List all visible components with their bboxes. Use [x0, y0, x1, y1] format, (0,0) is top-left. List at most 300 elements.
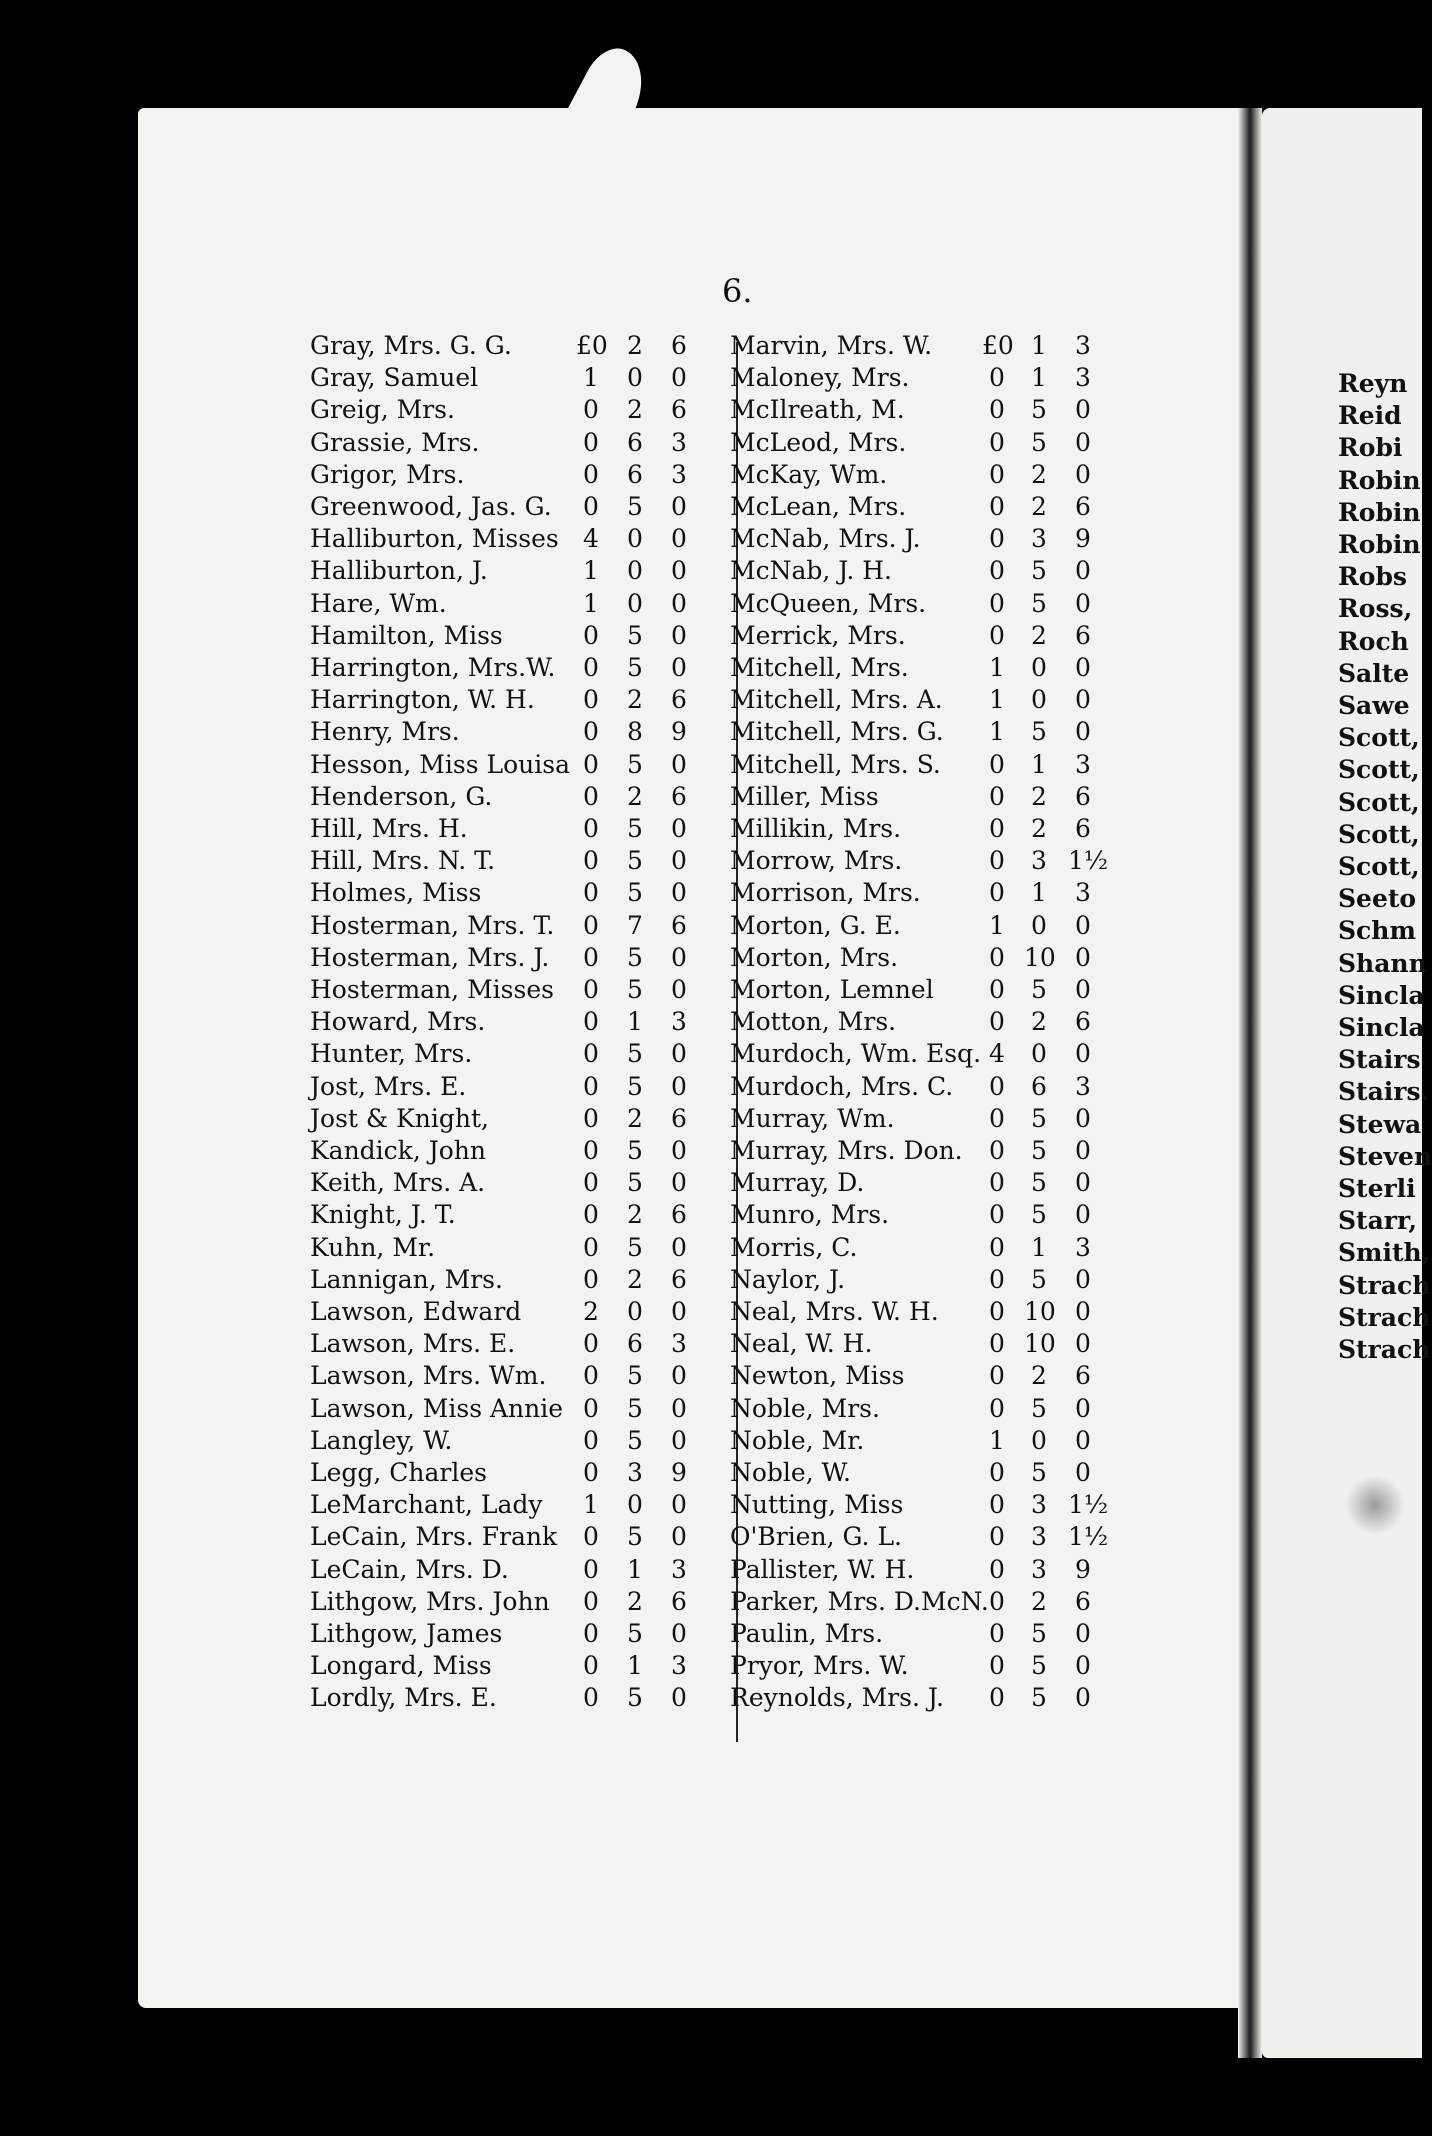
subscriber-row: [310, 1682, 704, 1714]
amount-shillings: 5: [627, 620, 643, 650]
amount-pounds: 0: [583, 1039, 599, 1069]
subscriber-name: Morrison, Mrs.: [730, 878, 921, 908]
amount-shillings: 2: [627, 685, 643, 715]
amount-pence: 0: [671, 1490, 687, 1520]
amount-pence: 0: [671, 749, 687, 779]
amount-shillings: 3: [1031, 1522, 1047, 1552]
subscriber-row: [730, 1360, 1108, 1392]
amount-pounds: 0: [583, 1651, 599, 1681]
amount-pounds: 4: [989, 1039, 1005, 1069]
amount-pounds: 0: [989, 1329, 1005, 1359]
amount-pence: 3: [671, 427, 687, 457]
amount-pence: 6: [1075, 620, 1091, 650]
amount-pounds: £0: [576, 331, 608, 360]
subscriber-name: McLeod, Mrs.: [730, 427, 907, 457]
subscriber-row: [310, 1618, 704, 1650]
subscriber-row: [730, 652, 1108, 684]
subscriber-row: [310, 1232, 704, 1264]
amount-pounds: 0: [989, 846, 1005, 876]
amount-shillings: 2: [627, 1200, 643, 1230]
amount-shillings: 5: [1031, 1103, 1047, 1133]
amount-shillings: 5: [627, 975, 643, 1004]
subscriber-name: Noble, W.: [730, 1458, 851, 1487]
amount-pence: 0: [671, 1393, 687, 1423]
amount-pounds: 0: [583, 1103, 599, 1133]
subscriber-name: Lordly, Mrs. E.: [310, 1683, 497, 1713]
subscriber-row: [310, 1264, 704, 1296]
subscriber-name: Gray, Mrs. G. G.: [310, 331, 512, 360]
subscriber-name: Jost, Mrs. E.: [310, 1071, 467, 1101]
amount-pounds: 0: [989, 524, 1005, 554]
amount-pence: 9: [1075, 1554, 1091, 1584]
amount-shillings: 5: [1031, 1393, 1047, 1423]
amount-shillings: 3: [627, 1458, 643, 1487]
amount-shillings: 3: [1031, 1554, 1047, 1584]
amount-pounds: 0: [989, 1297, 1005, 1326]
amount-pence: 0: [1075, 1103, 1091, 1133]
amount-pounds: 0: [989, 1071, 1005, 1101]
amount-pence: 0: [1075, 975, 1091, 1004]
subscriber-row: [310, 781, 704, 813]
amount-pence: 0: [1075, 942, 1091, 972]
subscriber-name: Halliburton, Misses: [310, 524, 559, 554]
amount-shillings: 1: [627, 1554, 643, 1584]
amount-pence: 0: [671, 1297, 687, 1326]
amount-pounds: 0: [583, 1683, 599, 1713]
amount-shillings: 5: [1031, 427, 1047, 457]
amount-pounds: 0: [989, 781, 1005, 811]
subscriber-row: [310, 749, 704, 781]
subscriber-name: McNab, Mrs. J.: [730, 524, 921, 554]
amount-shillings: 1: [627, 1007, 643, 1037]
subscriber-name: Mitchell, Mrs. A.: [730, 685, 943, 715]
subscriber-name: Harrington, W. H.: [310, 685, 535, 715]
amount-pounds: 0: [583, 1458, 599, 1487]
amount-pence: 0: [671, 1361, 687, 1391]
amount-pounds: 1: [989, 717, 1005, 747]
amount-pence: 0: [671, 1683, 687, 1713]
amount-pence: 0: [1075, 1200, 1091, 1230]
amount-shillings: 5: [627, 1425, 643, 1455]
amount-pence: 0: [1075, 459, 1091, 489]
amount-pence: 6: [671, 1264, 687, 1294]
subscriber-row: [310, 1586, 704, 1618]
next-page-stub: Reid: [1338, 401, 1402, 431]
subscriber-name: Lawson, Miss Annie: [310, 1393, 564, 1423]
subscriber-name: Lannigan, Mrs.: [310, 1264, 503, 1294]
subscriber-name: Murray, D.: [730, 1168, 865, 1198]
amount-shillings: 5: [1031, 1683, 1047, 1713]
next-page-stub: Reyn: [1338, 369, 1408, 398]
amount-pounds: 0: [583, 781, 599, 811]
subscriber-row: [730, 749, 1108, 781]
subscriber-name: Paulin, Mrs.: [730, 1619, 884, 1648]
next-page-stub: Scott,: [1338, 787, 1420, 817]
amount-pounds: 1: [989, 653, 1005, 682]
next-page-stub: Scott,: [1338, 723, 1420, 753]
amount-pence: 0: [1075, 588, 1091, 618]
amount-shillings: 5: [627, 1361, 643, 1391]
subscriber-name: Hesson, Miss Louisa: [310, 749, 570, 779]
subscriber-row: [310, 716, 704, 748]
amount-shillings: 5: [627, 1168, 643, 1198]
subscriber-row: [730, 1328, 1108, 1360]
subscriber-row: [730, 1586, 1108, 1618]
amount-pounds: 0: [583, 1393, 599, 1423]
amount-shillings: 5: [627, 1683, 643, 1713]
next-page-stub: Strach: [1338, 1302, 1431, 1332]
subscriber-name: Mitchell, Mrs.: [730, 653, 909, 682]
subscriber-name: Grassie, Mrs.: [310, 427, 480, 457]
amount-pounds: 0: [989, 1651, 1005, 1681]
amount-pounds: 0: [583, 1619, 599, 1648]
amount-pounds: 0: [583, 1425, 599, 1455]
subscriber-name: Murray, Mrs. Don.: [730, 1136, 963, 1165]
subscriber-name: Henderson, G.: [310, 781, 493, 811]
amount-shillings: 2: [627, 395, 643, 425]
page-gutter: [1238, 108, 1262, 2058]
subscriber-row: [310, 1554, 704, 1586]
amount-shillings: 7: [627, 910, 643, 940]
amount-pence: 6: [671, 1200, 687, 1230]
amount-pounds: 0: [989, 1458, 1005, 1487]
subscriber-row: [730, 362, 1108, 394]
subscriber-name: Noble, Mrs.: [730, 1393, 880, 1423]
subscriber-name: Hosterman, Mrs. J.: [310, 942, 550, 972]
amount-shillings: 2: [1031, 459, 1047, 489]
subscriber-row: [310, 1071, 704, 1103]
amount-pounds: 0: [989, 749, 1005, 779]
subscriber-row: [310, 1199, 704, 1231]
subscriber-row: [730, 877, 1108, 909]
amount-pounds: 0: [989, 588, 1005, 618]
next-page-stub: Sterli: [1338, 1174, 1416, 1203]
subscriber-row: [730, 1232, 1108, 1264]
amount-pounds: 2: [583, 1297, 599, 1326]
amount-pence: 0: [1075, 653, 1091, 682]
amount-pence: 3: [1075, 331, 1091, 360]
amount-pence: 3: [1075, 1071, 1091, 1101]
amount-pounds: 0: [989, 1264, 1005, 1294]
amount-shillings: 0: [627, 524, 643, 554]
amount-pounds: 0: [583, 1136, 599, 1165]
amount-pounds: 0: [583, 492, 599, 521]
amount-shillings: 5: [627, 1619, 643, 1648]
amount-pence: 0: [1075, 1458, 1091, 1487]
subscriber-name: Motton, Mrs.: [730, 1007, 897, 1037]
subscriber-name: Noble, Mr.: [730, 1425, 865, 1455]
amount-pounds: 0: [989, 620, 1005, 650]
amount-pence: 0: [1075, 910, 1091, 940]
amount-pence: 0: [671, 942, 687, 972]
subscriber-row: [310, 1296, 704, 1328]
amount-pence: 6: [671, 1586, 687, 1616]
amount-pounds: 0: [989, 492, 1005, 521]
amount-pounds: 0: [989, 1136, 1005, 1165]
next-page-stub: Sincla: [1338, 980, 1425, 1010]
amount-shillings: 5: [627, 814, 643, 843]
subscriber-row: [310, 620, 704, 652]
amount-shillings: 0: [1031, 653, 1047, 682]
amount-pounds: 0: [989, 1490, 1005, 1520]
amount-pounds: 0: [583, 459, 599, 489]
amount-shillings: 0: [1031, 910, 1047, 940]
amount-pence: 0: [1075, 395, 1091, 425]
amount-pounds: 0: [583, 975, 599, 1004]
amount-pounds: 0: [583, 1554, 599, 1584]
subscriber-row: [730, 1618, 1108, 1650]
amount-shillings: 5: [1031, 1651, 1047, 1681]
subscriber-row: [730, 588, 1108, 620]
amount-shillings: 0: [1031, 1425, 1047, 1455]
amount-shillings: 5: [1031, 1264, 1047, 1294]
subscriber-name: LeCain, Mrs. D.: [310, 1554, 509, 1584]
next-page-stub: Steven: [1338, 1141, 1432, 1171]
amount-shillings: 5: [1031, 556, 1047, 586]
amount-pence: 0: [671, 524, 687, 554]
next-page-stub: Strach: [1338, 1335, 1431, 1364]
amount-shillings: 5: [627, 1232, 643, 1262]
amount-pence: 9: [671, 1458, 687, 1487]
next-page-stub: Salte: [1338, 658, 1410, 688]
subscriber-name: LeMarchant, Lady: [310, 1490, 543, 1520]
subscriber-name: Mitchell, Mrs. G.: [730, 717, 944, 747]
amount-pence: 9: [671, 717, 687, 747]
subscriber-row: [310, 813, 704, 845]
amount-pence: 3: [671, 459, 687, 489]
amount-pounds: 0: [989, 363, 1005, 393]
amount-pounds: 0: [583, 395, 599, 425]
amount-pence: 0: [671, 814, 687, 843]
amount-shillings: 5: [627, 878, 643, 908]
subscriber-name: Neal, W. H.: [730, 1329, 873, 1359]
amount-pence: 6: [1075, 492, 1091, 521]
subscriber-name: McNab, J. H.: [730, 556, 892, 586]
amount-shillings: 8: [627, 717, 643, 747]
amount-pence: 3: [1075, 749, 1091, 779]
subscriber-row: [730, 1393, 1108, 1425]
amount-shillings: 5: [627, 492, 643, 521]
amount-shillings: 5: [627, 1039, 643, 1069]
subscriber-name: Hare, Wm.: [310, 588, 447, 618]
amount-pounds: 0: [583, 1522, 599, 1552]
subscriber-name: Lithgow, Mrs. John: [310, 1586, 550, 1616]
subscriber-row: [310, 1328, 704, 1360]
amount-shillings: 5: [627, 1522, 643, 1552]
subscriber-name: Henry, Mrs.: [310, 717, 460, 747]
amount-pence: 0: [1075, 1039, 1091, 1069]
amount-pence: 0: [671, 846, 687, 876]
subscriber-row: [730, 910, 1108, 942]
subscriber-row: [730, 1135, 1108, 1167]
amount-pounds: 1: [583, 588, 599, 618]
amount-shillings: 0: [627, 1490, 643, 1520]
amount-pence: 0: [1075, 427, 1091, 457]
next-page-stub: Scott,: [1338, 819, 1420, 849]
amount-pounds: 0: [583, 942, 599, 972]
amount-pounds: 0: [583, 1071, 599, 1101]
subscriber-row: [730, 330, 1108, 362]
subscriber-name: Langley, W.: [310, 1425, 453, 1455]
subscriber-row: [730, 1682, 1108, 1714]
amount-pounds: 0: [583, 653, 599, 682]
amount-pounds: 0: [989, 395, 1005, 425]
amount-pounds: 0: [989, 556, 1005, 586]
amount-pence: 6: [671, 685, 687, 715]
amount-pounds: 0: [583, 814, 599, 843]
subscriber-name: McKay, Wm.: [730, 459, 888, 489]
subscriber-name: Mitchell, Mrs. S.: [730, 749, 941, 779]
subscriber-row: [730, 1554, 1108, 1586]
subscriber-name: Keith, Mrs. A.: [310, 1168, 486, 1198]
subscriber-name: Hamilton, Miss: [310, 620, 503, 650]
amount-pounds: 0: [583, 685, 599, 715]
next-page-stub: Stairs: [1338, 1045, 1421, 1075]
amount-pence: 0: [671, 556, 687, 586]
amount-pence: 0: [671, 653, 687, 682]
amount-shillings: 5: [627, 1393, 643, 1423]
subscriber-name: Holmes, Miss: [310, 878, 482, 908]
amount-pounds: 0: [989, 1683, 1005, 1713]
amount-shillings: 5: [627, 1136, 643, 1165]
amount-pounds: 0: [989, 1200, 1005, 1230]
amount-pounds: 0: [989, 1168, 1005, 1198]
amount-pence: 0: [671, 1619, 687, 1648]
subscriber-row: [730, 459, 1108, 491]
subscriber-name: Hosterman, Mrs. T.: [310, 910, 555, 940]
subscriber-name: Maloney, Mrs.: [730, 363, 910, 393]
amount-shillings: 5: [627, 653, 643, 682]
amount-shillings: 6: [627, 459, 643, 489]
subscriber-row: [310, 362, 704, 394]
amount-pounds: 0: [583, 620, 599, 650]
subscriber-row: [310, 1457, 704, 1489]
amount-shillings: 10: [1024, 942, 1056, 972]
subscriber-row: [310, 1489, 704, 1521]
subscriber-name: Naylor, J.: [730, 1264, 846, 1294]
amount-pounds: 0: [989, 427, 1005, 457]
next-page-stub: Sincla: [1338, 1013, 1425, 1042]
subscriber-row: [730, 1103, 1108, 1135]
next-page-stub: Stairs.: [1338, 1077, 1430, 1107]
amount-pounds: 0: [583, 878, 599, 908]
subscriber-row: [730, 394, 1108, 426]
amount-pounds: 0: [583, 1329, 599, 1359]
amount-shillings: 1: [1031, 331, 1047, 360]
amount-pounds: 1: [583, 556, 599, 586]
amount-pounds: 0: [989, 1007, 1005, 1037]
subscriber-row: [730, 1167, 1108, 1199]
amount-shillings: 3: [1031, 846, 1047, 876]
subscriber-name: LeCain, Mrs. Frank: [310, 1522, 558, 1552]
amount-pence: 0: [671, 878, 687, 908]
next-page-stub: Starr,: [1338, 1206, 1418, 1236]
subscriber-row: [730, 1264, 1108, 1296]
subscriber-row: [730, 523, 1108, 555]
subscriber-row: [730, 555, 1108, 587]
amount-shillings: 2: [1031, 781, 1047, 811]
amount-shillings: 1: [1031, 363, 1047, 393]
next-page-stub: Robin: [1338, 497, 1421, 527]
subscriber-name: Grigor, Mrs.: [310, 459, 465, 489]
subscriber-name: Parker, Mrs. D.McN.: [730, 1586, 989, 1616]
next-page-stub: Scott,: [1338, 755, 1420, 785]
subscriber-row: [310, 1006, 704, 1038]
subscriber-name: Munro, Mrs.: [730, 1200, 890, 1230]
subscriber-name: Marvin, Mrs. W.: [730, 331, 933, 360]
amount-shillings: 5: [627, 942, 643, 972]
subscriber-row: [730, 813, 1108, 845]
amount-pounds: 0: [583, 1007, 599, 1037]
amount-pence: 0: [1075, 1264, 1091, 1294]
amount-shillings: 2: [627, 781, 643, 811]
subscriber-row: [730, 491, 1108, 523]
next-page-stub: Seeto: [1338, 884, 1417, 914]
subscriber-row: [310, 1521, 704, 1553]
amount-pence: 0: [1075, 1297, 1091, 1326]
subscriber-row: [310, 1425, 704, 1457]
subscriber-row: [310, 427, 704, 459]
amount-pounds: 0: [989, 1361, 1005, 1391]
subscriber-row: [730, 427, 1108, 459]
next-page-stub: Shann: [1338, 948, 1427, 978]
subscriber-row: [310, 1393, 704, 1425]
amount-pounds: 1: [989, 685, 1005, 715]
amount-shillings: 5: [1031, 1619, 1047, 1648]
subscriber-name: Pryor, Mrs. W.: [730, 1651, 909, 1681]
amount-pence: 0: [1075, 1425, 1091, 1455]
amount-pence: 0: [1075, 1329, 1091, 1359]
amount-shillings: 2: [627, 1264, 643, 1294]
amount-pence: 3: [1075, 363, 1091, 393]
subscriber-row: [310, 588, 704, 620]
subscriber-name: Millikin, Mrs.: [730, 814, 902, 843]
amount-pence: 6: [671, 910, 687, 940]
subscriber-row: [310, 459, 704, 491]
subscriber-row: [730, 1521, 1108, 1553]
subscriber-row: [310, 910, 704, 942]
subscriber-row: [310, 877, 704, 909]
amount-pence: 0: [1075, 1619, 1091, 1648]
amount-shillings: 10: [1024, 1329, 1056, 1359]
subscriber-row: [730, 1006, 1108, 1038]
amount-pounds: £0: [982, 331, 1014, 360]
amount-shillings: 1: [1031, 1232, 1047, 1262]
amount-pounds: 0: [583, 1586, 599, 1616]
next-page-stub: Strach: [1338, 1270, 1431, 1300]
subscriber-row: [730, 684, 1108, 716]
subscriber-name: Neal, Mrs. W. H.: [730, 1297, 939, 1326]
amount-shillings: 5: [1031, 717, 1047, 747]
amount-pounds: 0: [989, 975, 1005, 1004]
amount-pence: 3: [671, 1554, 687, 1584]
amount-pence: 0: [671, 363, 687, 393]
amount-pence: 0: [1075, 1136, 1091, 1165]
amount-pence: 0: [671, 1232, 687, 1262]
next-page-stub: Robin: [1338, 465, 1421, 495]
subscriber-name: Knight, J. T.: [310, 1200, 456, 1230]
amount-shillings: 1: [1031, 878, 1047, 908]
amount-pence: 9: [1075, 524, 1091, 554]
subscriber-name: Newton, Miss: [730, 1361, 905, 1391]
amount-shillings: 5: [1031, 975, 1047, 1004]
amount-pounds: 0: [583, 1200, 599, 1230]
subscriber-name: Jost & Knight,: [310, 1103, 489, 1133]
amount-shillings: 2: [1031, 1586, 1047, 1616]
amount-pounds: 0: [583, 846, 599, 876]
amount-shillings: 0: [627, 1297, 643, 1326]
subscriber-row: [310, 523, 704, 555]
